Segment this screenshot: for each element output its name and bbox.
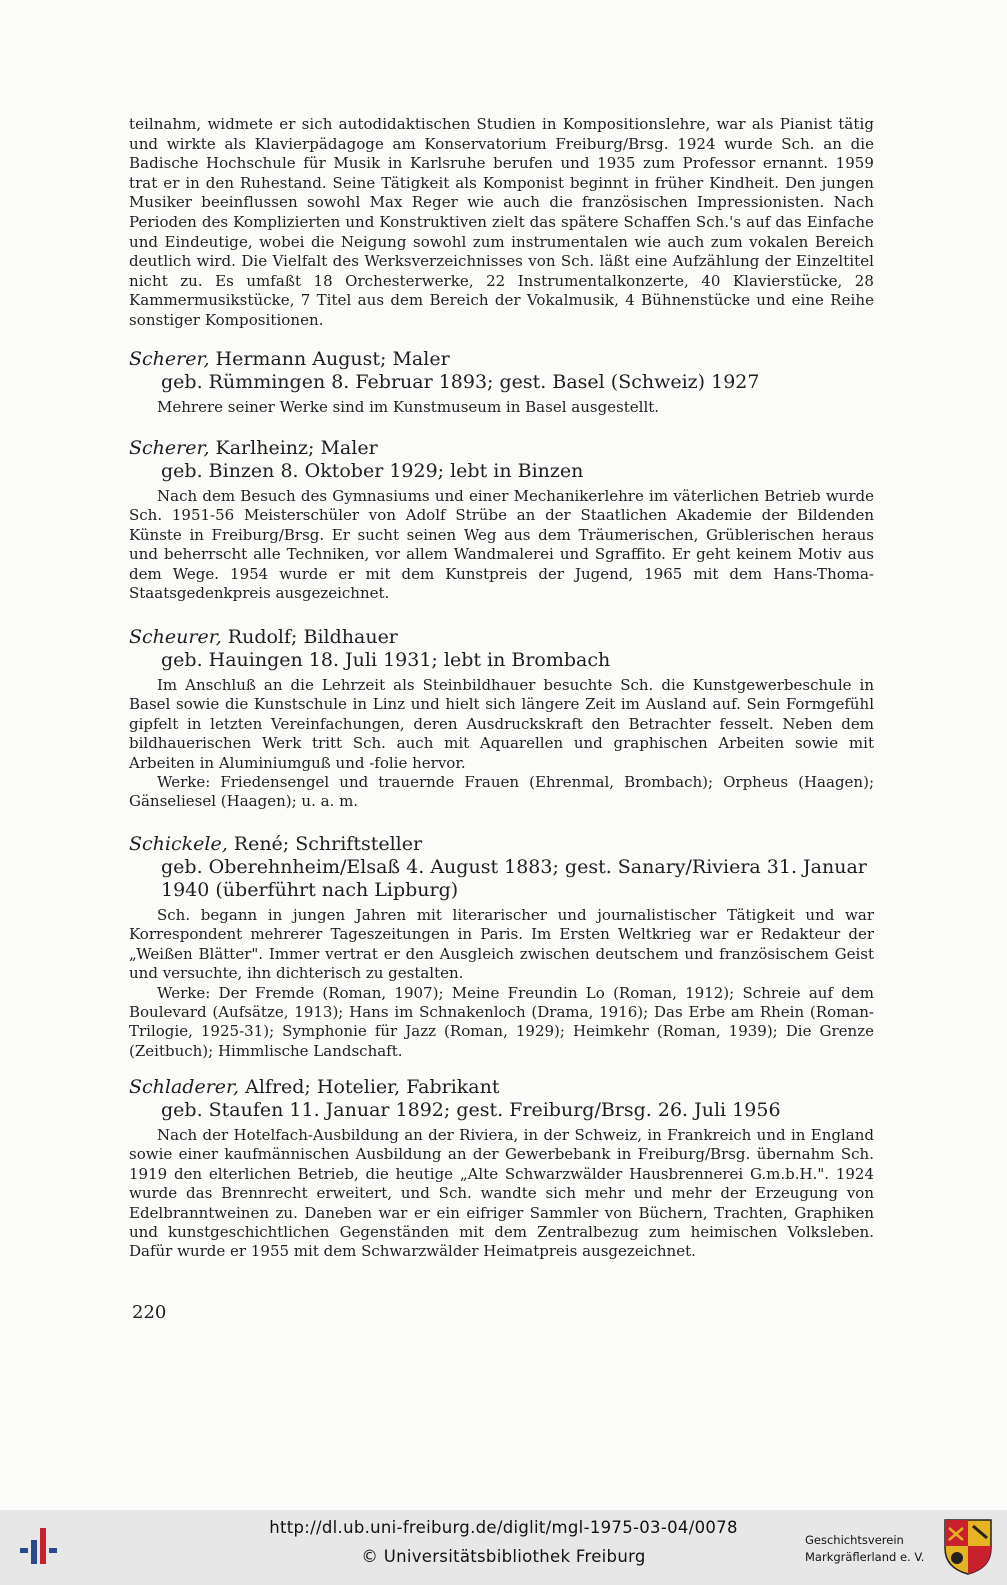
entry-body: Nach der Hotelfach-Ausbildung an der Riviera, in der Schweiz, in Frankreich und in England sowie einer kaufmännischen Ausbildung an der Gewerbebank in Freiburg/Brsg. übernahm Sch. 1919 den elterlichen Betrieb, die heutige „Alte Schwarzwälder Hausbrennerei G.m.b.H.". 1924 wurde das Brennrecht erweitert, und Sch. wandte sich mehr und mehr der Erzeugung von Edelbranntweinen zu. Daneben war er ein eifriger Sammler von Büchern, Trachten, Graphiken und kunstgeschichtlichen Gegenständen mit dem Zentralbezug zum heimischen Volksleben. Dafür wurde er 1955 mit dem Schwarzwälder Heimatpreis ausgezeichnet. xyxy=(129,1126,874,1261)
entry-surname: Schickele, xyxy=(129,833,228,855)
footer-bar xyxy=(0,1510,1007,1585)
entry-name-profession: Alfred; Hotelier, Fabrikant xyxy=(239,1076,500,1098)
biography-entry xyxy=(129,626,874,812)
entry-dates: geb. Hauingen 18. Juli 1931; lebt in Brombach xyxy=(161,649,611,671)
entry-name-profession: Hermann August; Maler xyxy=(209,348,450,370)
society-line: Markgräflerland e. V. xyxy=(805,1550,925,1564)
entry-dates: geb. Rümmingen 8. Februar 1893; gest. Basel (Schweiz) 1927 xyxy=(161,371,760,393)
source-url-link[interactable]: http://dl.ub.uni-freiburg.de/diglit/mgl-1975-03-04/0078 xyxy=(269,1518,738,1537)
entry-surname: Scherer, xyxy=(129,348,210,370)
coat-of-arms-icon[interactable] xyxy=(943,1518,993,1576)
entry-heading xyxy=(129,437,874,460)
intro-paragraph: teilnahm, widmete er sich autodidaktischen Studien in Kompositionslehre, war als Pianist tätig und wirkte als Klavierpädagoge am Konservatorium Freiburg/Brsg. 1924 wurde Sch. an die Badische Hochschule für Musik in Karlsruhe berufen und 1935 zum Professor ernannt. 1959 trat er in den Ruhestand. Seine Tätigkeit als Komponist beginnt in früher Kindheit. Den jungen Musiker beeinflussen sowohl Max Reger wie auch die französischen Impressionisten. Nach Perioden des Komplizierten und Konstruktiven zielt das spätere Schaffen Sch.'s auf das Einfache und Eindeutige, wobei die Neigung sowohl zum instrumentalen wie auch zum vokalen Bereich deutlich wird. Die Vielfalt des Werksverzeichnisses von Sch. läßt eine Aufzählung der Einzeltitel nicht zu. Es umfaßt 18 Orchesterwerke, 22 Instrumentalkonzerte, 40 Klavierstücke, 28 Kammermusikstücke, 7 Titel aus dem Bereich der Vokalmusik, 4 Bühnenstücke und eine Reihe sonstiger Kompositionen. xyxy=(129,115,874,329)
entry-heading xyxy=(129,348,874,371)
biography-entry xyxy=(129,1076,874,1262)
entry-surname: Schladerer, xyxy=(129,1076,240,1098)
biography-entry xyxy=(129,348,874,417)
entry-dates: geb. Oberehnheim/Elsaß 4. August 1883; gest. Sanary/Riviera 31. Januar 1940 (überführt nach Lipburg) xyxy=(161,856,867,901)
entry-works: Werke: Der Fremde (Roman, 1907); Meine Freundin Lo (Roman, 1912); Schreie auf dem Boulevard (Aufsätze, 1913); Hans im Schnakenloch (Drama, 1916); Das Erbe am Rhein (Roman-Trilogie, 1925-31); Symphonie für Jazz (Roman, 1929); Heimkehr (Roman, 1939); Die Grenze (Zeitbuch); Himmlische Landschaft. xyxy=(129,983,874,1060)
entry-heading xyxy=(129,833,874,856)
society-name xyxy=(805,1532,924,1566)
biography-entry xyxy=(129,437,874,603)
entry-name-profession: Rudolf; Bildhauer xyxy=(221,626,398,648)
copyright-text: © Universitätsbibliothek Freiburg xyxy=(361,1547,646,1566)
entry-heading xyxy=(129,626,874,649)
society-line: Geschichtsverein xyxy=(805,1533,904,1547)
page-number: 220 xyxy=(132,1302,167,1323)
entry-body: Im Anschluß an die Lehrzeit als Steinbildhauer besuchte Sch. die Kunstgewerbeschule in Basel sowie die Kunstschule in Linz und hielt sich längere Zeit im Ausland auf. Sein Formgefühl gipfelt in letzten Vereinfachungen, deren Ausdruckskraft den Betrachter fesselt. Neben dem bildhauerischen Werk tritt Sch. auch mit Aquarellen und graphischen Arbeiten sowie mit Arbeiten in Aluminiumguß und -folie hervor. xyxy=(129,676,874,772)
entry-surname: Scherer, xyxy=(129,437,210,459)
entry-body: Mehrere seiner Werke sind im Kunstmuseum in Basel ausgestellt. xyxy=(157,398,660,416)
entry-name-profession: Karlheinz; Maler xyxy=(209,437,378,459)
entry-dates: geb. Staufen 11. Januar 1892; gest. Freiburg/Brsg. 26. Juli 1956 xyxy=(161,1099,781,1121)
entry-name-profession: René; Schriftsteller xyxy=(227,833,423,855)
entry-heading xyxy=(129,1076,874,1099)
entry-dates: geb. Binzen 8. Oktober 1929; lebt in Binzen xyxy=(161,460,584,482)
entry-works: Werke: Friedensengel und trauernde Frauen (Ehrenmal, Brombach); Orpheus (Haagen); Gänseliesel (Haagen); u. a. m. xyxy=(129,773,874,811)
entry-body: Nach dem Besuch des Gymnasiums und einer Mechanikerlehre im väterlichen Betrieb wurde Sch. 1951-56 Meisterschüler von Adolf Strübe an der Staatlichen Akademie der Bildenden Künste in Freiburg/Brsg. Er sucht seinen Weg aus dem Träumerischen, Grüblerischen heraus und beherrscht alle Techniken, vor allem Wandmalerei und Sgraffito. Er geht keinem Motiv aus dem Wege. 1954 wurde er mit dem Kunstpreis der Jugend, 1965 mit dem Hans-Thoma-Staatsgedenkpreis ausgezeichnet. xyxy=(129,487,874,603)
entry-body: Sch. begann in jungen Jahren mit literarischer und journalistischer Tätigkeit und war Korrespondent mehrerer Tageszeitungen in Paris. Im Ersten Weltkrieg war er Redakteur der „Weißen Blätter". Immer vertrat er den Ausgleich zwischen deutschem und französischem Geist und versuchte, ihn dichterisch zu gestalten. xyxy=(129,906,874,983)
entry-surname: Scheurer, xyxy=(129,626,222,648)
biography-entry xyxy=(129,833,874,1061)
